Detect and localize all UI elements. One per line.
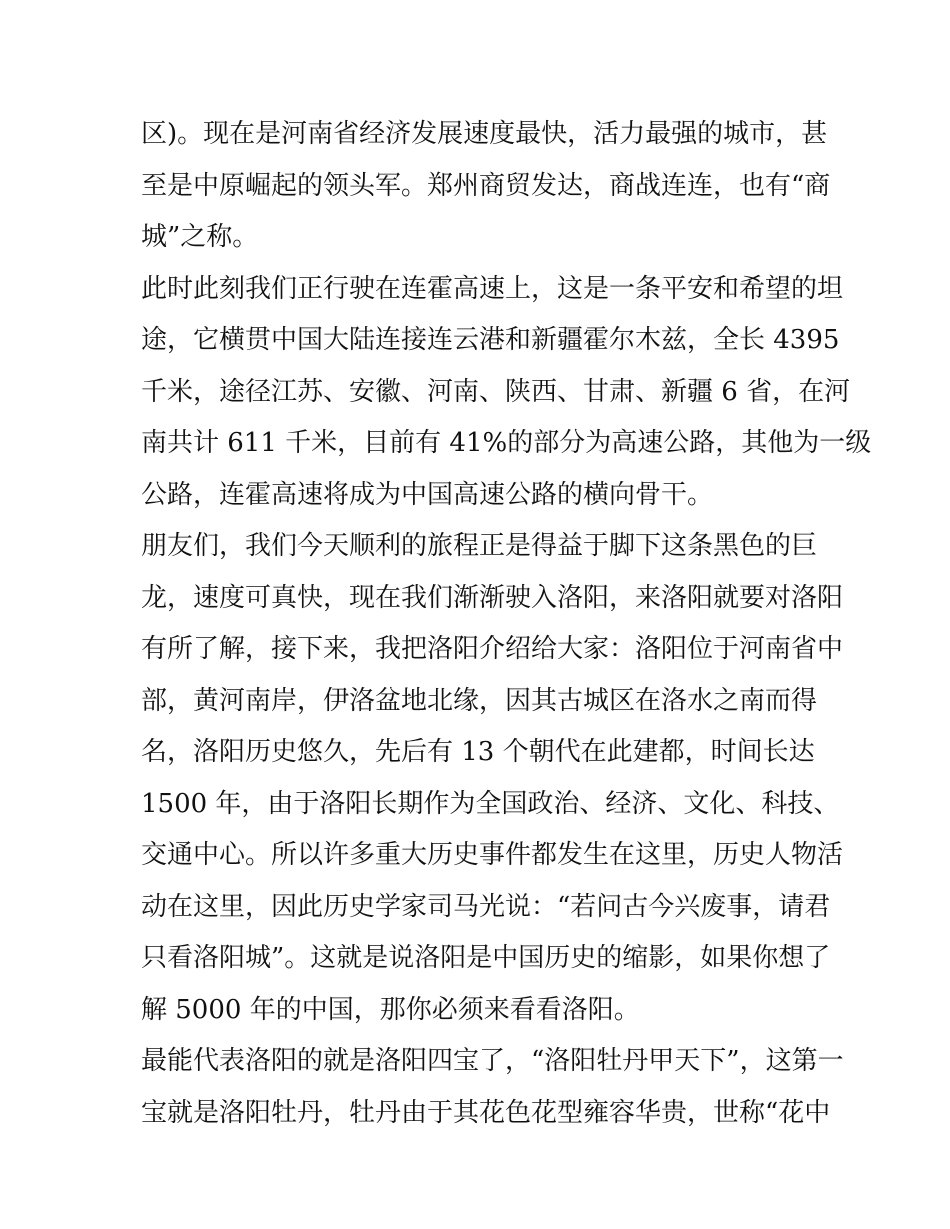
text-line: 名，洛阳历史悠久，先后有 13 个朝代在此建都，时间长达 xyxy=(141,737,815,767)
text-line: 1500 年，由于洛阳长期作为全国政治、经济、文化、科技、 xyxy=(141,788,840,819)
text-line: 宝就是洛阳牡丹，牡丹由于其花色花型雍容华贵，世称“花中 xyxy=(141,1097,831,1128)
text-line: 交通中心。所以许多重大历史事件都发生在这里，历史人物活 xyxy=(141,840,844,870)
text-line: 部，黄河南岸，伊洛盆地北缘，因其古城区在洛水之南而得 xyxy=(141,685,818,716)
text-line: 只看洛阳城”。这就是说洛阳是中国历史的缩影，如果你想了 xyxy=(141,943,831,973)
text-line: 朋友们，我们今天顺利的旅程正是得益于脚下这条黑色的巨 xyxy=(141,531,818,561)
text-line: 千米，途径江苏、安徽、河南、陕西、甘肃、新疆 6 省，在河 xyxy=(141,376,851,407)
text-line: 区)。现在是河南省经济发展速度最快，活力最强的城市，甚 xyxy=(141,119,828,149)
body-text xyxy=(141,109,872,1139)
text-line: 最能代表洛阳的就是洛阳四宝了，“洛阳牡丹甲天下”，这第一 xyxy=(141,1046,844,1076)
text-line: 龙，速度可真快，现在我们渐渐驶入洛阳，来洛阳就要对洛阳 xyxy=(141,582,844,613)
text-line: 至是中原崛起的领头军。郑州商贸发达，商战连连，也有“商 xyxy=(141,170,831,201)
text-line: 公路，连霍高速将成为中国高速公路的横向骨干。 xyxy=(141,479,714,510)
text-line: 城”之称。 xyxy=(141,222,259,252)
text-line: 解 5000 年的中国，那你必须来看看洛阳。 xyxy=(141,994,640,1025)
text-line: 途，它横贯中国大陆连接连云港和新疆霍尔木兹，全长 4395 xyxy=(141,325,840,355)
text-line: 有所了解，接下来，我把洛阳介绍给大家：洛阳位于河南省中 xyxy=(141,634,844,664)
text-line: 动在这里，因此历史学家司马光说：“若问古今兴废事，请君 xyxy=(141,891,831,922)
text-line: 此时此刻我们正行驶在连霍高速上，这是一条平安和希望的坦 xyxy=(141,273,844,304)
text-line: 南共计 611 千米，目前有 41%的部分为高速公路，其他为一级 xyxy=(141,428,872,458)
